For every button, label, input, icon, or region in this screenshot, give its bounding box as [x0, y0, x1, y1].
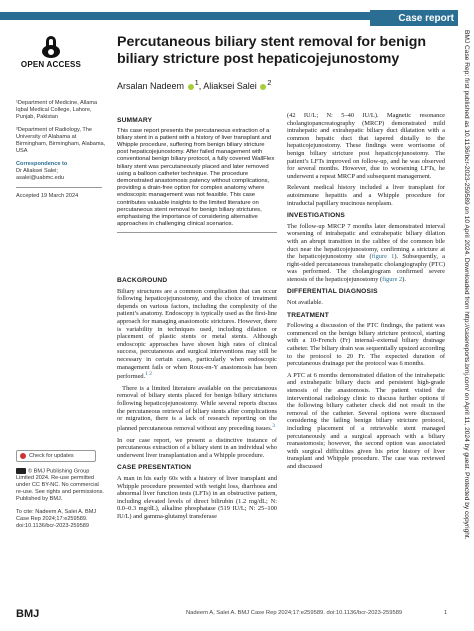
divider — [16, 187, 102, 188]
summary-section — [117, 112, 277, 233]
open-access-logo — [16, 36, 86, 68]
correspondence-name: Dr Aliaksei Salei; — [16, 168, 58, 174]
affiliation-2: ²Department of Radiology, The University of Alabama at Birmingham, Birmingham, Alabama, USA — [16, 127, 106, 154]
background-paragraph-2: There is a limited literature available on the percutaneous removal of biliary stents placed for benign biliary strictures following hepaticojejunostomy. While several reports discuss the percutaneous retrieval of biliary stents after complications or migration, there is a lack of research reporting on the planned percutaneous removal without any preceding issues.$^3$ — [117, 384, 277, 432]
investigations-heading: INVESTIGATIONS — [287, 212, 345, 220]
header-bar — [0, 0, 474, 28]
accepted-date: Accepted 19 March 2024 — [16, 193, 79, 199]
check-updates-label: Check for updates — [29, 452, 74, 459]
orcid-icon[interactable] — [188, 84, 194, 90]
summary-text: This case report presents the percutaneous extraction of a biliary stent in a patient with a history of liver transplant and Whipple procedure, suffering from benign biliary stricture post hepaticojejunostomy. After failed management with conventional benign biliary protocol, a fully covered WallFlex biliary stent was percutaneously placed and later removed using a balloon catheter technique. The procedure demonstrated anastomosis patency without complications, providing a drain-free option for complex anatomy where endoscopic management was not feasible. This case contributes valuable insights to the limited literature on percutaneous stent removal for benign biliary strictures, emphasising the importance of considering alternative approaches in challenging clinical scenarios. — [117, 127, 275, 228]
differential-diagnosis-heading: DIFFERENTIAL DIAGNOSIS — [287, 288, 378, 296]
open-access-label: OPEN ACCESS — [20, 60, 82, 69]
open-access-lock-icon — [42, 36, 60, 58]
orcid-icon[interactable] — [260, 84, 266, 90]
treatment-paragraph-2: A PTC at 6 months demonstrated dilation of the intrahepatic and extrahepatic biliary ducts and persistent high-grade stenosis of the anastomosis. The patient visited the interventional radiology clinic to discuss further options if the following biliary catheter check did not result in the removal of the catheter. Several options were discussed considering the failing benign biliary stricture protocol, including placement of a retrievable stent managed percutaneously and a surgical approach with a biliary reanastomosis; however, the second option was associated with surgical difficulties given his prior history of liver transplant and Whipple procedure. The case was reviewed and discussed — [287, 371, 445, 470]
background-heading: BACKGROUND — [117, 277, 168, 284]
page-number: 1 — [444, 610, 448, 616]
author-line: Arsalan Nadeem $^1$, Aliaksei Salei $^2$ — [117, 78, 272, 91]
figure-1-link[interactable]: figure 1 — [371, 253, 395, 261]
history-paragraph: Relevant medical history included a liver transplant for autoimmune hepatitis and a Whipple procedure for intraductal papillary mucinous neoplasm. — [287, 184, 445, 207]
author-2[interactable]: Aliaksei Salei — [203, 81, 257, 91]
treatment-heading: TREATMENT — [287, 311, 329, 319]
sidebar-text: BMJ Case Rep: first published as 10.1136/bcr-2023-259589 on 10 April 2024. Downloaded from http://casereports.bmj.com/ on April 11, 2024 by guest. Protected by copyright. — [463, 30, 470, 540]
correspondence-heading: Correspondence to — [16, 161, 68, 167]
citation-sidebar — [460, 30, 472, 620]
correspondence-email[interactable]: asalei@uabmc.edu — [16, 175, 64, 181]
summary-divider — [117, 232, 277, 233]
footer-citation: Nadeem A, Salei A. BMJ Case Rep 2024;17:e259589. doi:10.1136/bcr-2023-259589 — [186, 610, 403, 616]
right-body-column — [287, 112, 445, 475]
check-updates-icon — [20, 453, 26, 459]
bmj-logo: BMJ — [16, 608, 40, 620]
case-paragraph-1: A man in his early 60s with a history of liver transplant and Whipple procedure presented with weight loss, diarrhoea and abnormal liver function tests (LFTs) in an obstructive pattern, including elevated levels of direct bilirubin (1.2 mg/dL; N: 0.0–0.3 mg/dL), alkaline phosphatase (519 IU/L; N: 25–100 IU/L) and gamma-glutamyl transferase — [117, 474, 277, 520]
left-body-column — [117, 272, 277, 524]
affiliation-1: ¹Department of Medicine, Allama Iqbal Medical College, Lahore, Punjab, Pakistan — [16, 100, 98, 120]
article-title: Percutaneous biliary stent removal for benign biliary stricture post hepaticojejunostomy — [117, 34, 427, 67]
case-presentation-heading: CASE PRESENTATION — [117, 464, 192, 472]
cite-box: To cite: Nadeem A, Salei A. BMJ Case Rep 2024;17:e259589. doi:10.1136/bcr-2023-259589 — [16, 509, 97, 530]
treatment-paragraph-1: Following a discussion of the PTC findings, the patient was commenced on the benign biliary stricture protocol, starting with a 10-French (Fr) internal–external biliary drainage catheter. The biliary drain was sequentially upsized according to the protocol to 20 Fr. The expected duration of percutaneous drainage per the protocol was 6 months. — [287, 322, 445, 368]
article-type-label: Case report — [370, 10, 458, 26]
case-paragraph-continued: (42 IU/L; N: 5–40 IU/L). Magnetic resonance cholangiopancreatography (MRCP) demonstrated mild intrahepatic and extrahepatic biliary duct dilatation with a common hepatic duct that tapered distally to the hepaticojejunostomy. These findings were worrisome of benign biliary stricture post hepaticojejunostomy. The patient’s LFTs improved on follow-up, and he was observed for several months. However, due to worsening LFTs, he underwent a repeat MRCP and subsequent management. — [287, 112, 445, 180]
check-for-updates-button[interactable] — [16, 450, 96, 462]
copyright-notice: © BMJ Publishing Group Limited 2024. Re-use permitted under CC BY-NC. No commercial re-use. See rights and permissions. Published by BMJ. — [16, 468, 104, 503]
header-stripe — [0, 12, 370, 20]
figure-2-link[interactable]: figure 2 — [382, 275, 403, 283]
left-column — [16, 36, 106, 536]
author-1[interactable]: Arsalan Nadeem — [117, 81, 185, 91]
differential-diagnosis-text: Not available. — [287, 299, 323, 307]
summary-heading: SUMMARY — [117, 117, 153, 124]
reference-link[interactable]: 1 2 — [145, 371, 152, 378]
investigations-paragraph: The follow-up MRCP 7 months later demonstrated interval worsening of intrahepatic and extrahepatic biliary dilation with an abrupt transition in the calibre of the common bile duct near the hepaticojejunostomy, confirming a stricture at the hepaticojejunostomy site (figure 1). Subsequently, a right-sided percutaneous transhepatic cholangiography (PTC) was performed. The cholangiogram confirmed severe stenosis of the hepaticojejunostomy (figure 2). — [287, 222, 445, 283]
creative-commons-icon — [16, 468, 26, 474]
reference-link[interactable]: 3 — [272, 422, 275, 429]
background-paragraph-3: In our case report, we present a distinctive instance of percutaneous extraction of a biliary stent in an individual who underwent liver transplantation and a Whipple procedure. — [117, 436, 277, 459]
background-paragraph-1: Biliary structures are a common complication that can occur following hepaticojejunostomy, and the choice of treatment depends on various factors, including the complexity of the patient’s anatomy. Endoscopy is typically used as the first-line approach for managing anastomotic strictures. However, there is variability in techniques used, including dilation or placement of plastic stents or metal stents. Although endoscopic approaches have shown high rates of clinical success, percutaneous and surgical interventions may still be necessary in certain cases, particularly when endoscopic management fails or when Roux-en-Y anastomosis has been performed.$^{1 2}$ — [117, 287, 277, 381]
